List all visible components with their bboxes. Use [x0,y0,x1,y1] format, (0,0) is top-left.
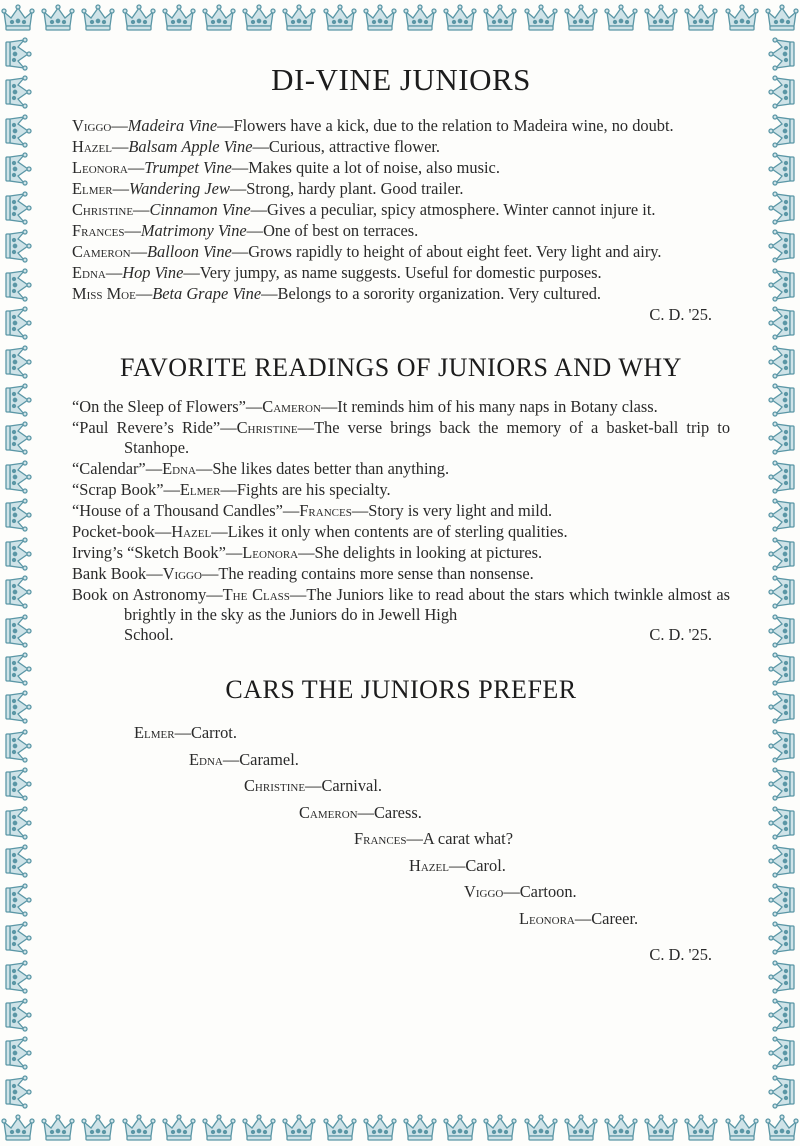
crown-icon [281,1110,317,1146]
signature: C. D. '25. [649,305,712,324]
car-name: —Caramel. [222,749,299,769]
crown-icon [201,0,237,36]
crown-icon [0,536,36,572]
list-item: Viggo—Madeira Vine—Flowers have a kick, due to the relation to Madeira wine, no doubt. [72,116,674,135]
crown-icon [0,0,36,36]
junior-name: Frances [72,221,125,240]
crown-icon [764,766,800,802]
list-item [354,829,513,849]
list-item [519,909,638,929]
crown-icon [0,267,36,303]
crown-icon [764,420,800,456]
crown-icon [0,997,36,1033]
crown-icon [402,0,438,36]
crown-icon [0,805,36,841]
crown-icon [0,1074,36,1110]
top-border [0,0,800,36]
crown-icon [563,1110,599,1146]
crown-icon [764,36,800,72]
crown-icon [0,459,36,495]
description: —One of best on terraces. [246,221,419,240]
junior-name: Viggo [464,882,504,901]
crown-icon [523,0,559,36]
crown-icon [121,1110,157,1146]
reason: —The reading contains more sense than nonsense. [201,564,534,583]
reading-title: “Scrap Book”— [72,480,180,499]
junior-name: Cameron [299,802,358,822]
junior-name: Elmer [179,480,221,499]
crown-icon [724,0,760,36]
crown-icon [0,1110,36,1146]
junior-name: Christine [236,418,298,437]
crown-icon [643,1110,679,1146]
readings-list [72,397,730,584]
list-item [409,856,506,876]
list-item: Frances—Matrimony Vine—One of best on terraces. [72,221,419,240]
last-line: School. C. D. '25. [124,625,712,644]
crown-icon [281,0,317,36]
crown-icon [764,305,800,341]
list-item [72,564,730,584]
crown-icon [0,959,36,995]
junior-name: Cameron [262,397,321,416]
crown-icon [0,228,36,264]
reading-title: “Paul Revere’s Ride”— [72,418,237,437]
car-name: —Career. [574,908,639,928]
cars-list [72,723,730,964]
crown-icon [322,1110,358,1146]
vine-name: Balsam Apple Vine [128,137,253,156]
reason: —She likes dates better than anything. [195,459,450,478]
crown-icon [0,74,36,110]
crown-icon [0,420,36,456]
reading-title: Irving’s “Sketch Book”— [72,543,243,562]
junior-name: Christine [244,776,306,795]
crown-icon [683,1110,719,1146]
crown-icon [362,1110,398,1146]
crown-icon [0,1035,36,1071]
crown-icon [402,1110,438,1146]
list-item: Hazel—Balsam Apple Vine—Curious, attractive flower. [72,137,441,156]
crown-icon [683,0,719,36]
vine-name: Madeira Vine [127,116,218,135]
crown-icon [161,1110,197,1146]
vine-name: Hop Vine [122,263,184,282]
crown-icon [0,920,36,956]
reason: —She delights in looking at pictures. [298,543,543,562]
crown-icon [764,613,800,649]
crown-icon [482,0,518,36]
crown-icon [322,0,358,36]
description: —Grows rapidly to height of about eight feet. Very light and airy. [231,242,662,261]
junior-name: Edna [162,459,196,478]
junior-name: Viggo [162,564,202,583]
vine-name: Beta Grape Vine [152,284,262,303]
crown-icon [80,0,116,36]
car-name: —Cartoon. [503,882,577,901]
crown-icon [442,0,478,36]
reading-title: Pocket-book— [72,522,172,541]
junior-name: Edna [72,263,106,282]
page-content [72,58,731,964]
crown-icon [442,1110,478,1146]
crown-icon [80,1110,116,1146]
list-item [72,543,730,563]
crown-icon [0,689,36,725]
crown-icon [764,228,800,264]
list-item [72,480,730,500]
list-item: Cameron—Balloon Vine—Grows rapidly to height of about eight feet. Very light and airy. [72,242,662,261]
crown-icon [0,497,36,533]
junior-name: Frances [354,829,407,848]
di-vine-list [72,116,730,304]
crown-icon [764,74,800,110]
reason: —Likes it only when contents are of sterling qualities. [211,522,568,541]
crown-icon [0,651,36,687]
crown-icon [764,267,800,303]
crown-icon [201,1110,237,1146]
crown-icon [764,805,800,841]
reading-title: “On the Sleep of Flowers”— [72,397,263,416]
crown-icon [764,344,800,380]
crown-icon [40,1110,76,1146]
car-name: —A carat what? [406,829,514,848]
right-border [764,36,800,1110]
list-item: Edna—Hop Vine—Very jumpy, as name suggests. Useful for domestic purposes. [72,263,602,282]
crown-icon [0,344,36,380]
vine-name: Matrimony Vine [140,221,247,240]
reason: —Fights are his specialty. [220,480,391,499]
crown-icon [40,0,76,36]
vine-name: Trumpet Vine [144,158,232,177]
car-name: —Carol. [448,855,506,875]
list-item: Book on Astronomy—The Class—The Juniors like to read about the stars which twinkle almost as brightly in the sky as the Juniors do in Jewell High [72,585,730,624]
crown-icon [764,0,800,36]
crown-icon [764,689,800,725]
list-item [299,803,422,823]
crown-icon [0,382,36,418]
list-item [72,522,730,542]
crown-icon [0,613,36,649]
car-name: —Carrot. [174,723,237,742]
junior-name: Edna [189,749,223,769]
crown-icon [764,997,800,1033]
description: —Strong, hardy plant. Good trailer. [229,179,464,198]
section-title-di-vine-juniors: DI-VINE JUNIORS [271,62,531,97]
reason: —The verse brings back the memory of a basket-ball trip to Stanhope. [124,418,731,457]
junior-name: Viggo [72,116,112,135]
crown-icon [764,574,800,610]
junior-name: Miss Moe [72,284,136,303]
list-item [72,418,730,458]
crown-icon [764,651,800,687]
vine-name: Cinnamon Vine [149,200,251,219]
crown-icon [0,574,36,610]
junior-name: Hazel [409,855,449,875]
list-item [72,397,730,417]
list-item [244,776,382,796]
crown-icon [0,728,36,764]
crown-icon [764,1035,800,1071]
crown-icon [603,1110,639,1146]
section-title-cars: CARS THE JUNIORS PREFER [225,675,577,704]
crown-icon [0,36,36,72]
crown-icon [0,843,36,879]
list-item: Elmer—Wandering Jew—Strong, hardy plant. Good trailer. [72,179,464,198]
crown-icon [482,1110,518,1146]
crown-icon [764,497,800,533]
crown-icon [764,113,800,149]
car-name: —Carnival. [305,776,382,795]
crown-icon [764,536,800,572]
description: —Belongs to a sorority organization. Very cultured. [261,284,602,303]
vine-name: Balloon Vine [147,242,232,261]
crown-icon [764,959,800,995]
junior-name: Hazel [72,137,112,156]
crown-icon [764,459,800,495]
section-title-favorite-readings: FAVORITE READINGS OF JUNIORS AND WHY [120,353,682,382]
crown-icon [724,1110,760,1146]
junior-name: Hazel [171,522,212,541]
reason: —It reminds him of his many naps in Botany class. [320,397,658,416]
left-border [0,36,36,1110]
list-item [134,723,237,743]
description: —Makes quite a lot of noise, also music. [231,158,500,177]
crown-icon [764,920,800,956]
signature: C. D. '25. [649,625,712,644]
junior-name: Elmer [72,179,113,198]
crown-icon [603,0,639,36]
list-item [72,459,730,479]
crown-icon [0,305,36,341]
reading-title: “House of a Thousand Candles”— [72,501,300,520]
signature: C. D. '25. [649,945,712,964]
junior-name: Leonora [72,158,128,177]
crown-icon [121,0,157,36]
crown-icon [764,1074,800,1110]
car-name: —Caress. [357,802,422,822]
description: —Flowers have a kick, due to the relation to Madeira wine, no doubt. [217,116,674,135]
reason: —Story is very light and mild. [351,501,553,520]
junior-name: Frances [299,501,352,520]
crown-icon [764,882,800,918]
crown-icon [764,151,800,187]
crown-icon [0,882,36,918]
crown-icon [764,1110,800,1146]
crown-icon [0,190,36,226]
crown-icon [362,0,398,36]
crown-icon [241,0,277,36]
junior-name: Elmer [134,723,175,742]
description: —Very jumpy, as name suggests. Useful for domestic purposes. [183,263,602,282]
junior-name: Cameron [72,242,131,261]
vine-name: Wandering Jew [128,179,230,198]
list-item: Christine—Cinnamon Vine—Gives a peculiar, spicy atmosphere. Winter cannot injure it. [72,200,656,219]
crown-icon [523,1110,559,1146]
list-item [189,750,299,770]
crown-icon [0,113,36,149]
crown-icon [764,728,800,764]
crown-icon [764,382,800,418]
crown-icon [0,151,36,187]
list-item: Leonora—Trumpet Vine—Makes quite a lot of noise, also music. [72,158,500,177]
crown-icon [0,766,36,802]
crown-icon [764,190,800,226]
reading-title: Bank Book— [72,564,163,583]
list-item [464,882,577,902]
crown-icon [764,843,800,879]
description: —Gives a peculiar, spicy atmosphere. Winter cannot injure it. [250,200,656,219]
description: —Curious, attractive flower. [252,137,441,156]
list-item [72,501,730,521]
reading-title: “Calendar”— [72,459,163,478]
bottom-border [0,1110,800,1146]
crown-icon [563,0,599,36]
list-item: Miss Moe—Beta Grape Vine—Belongs to a sorority organization. Very cultured. [72,284,602,303]
junior-name: Leonora [519,908,575,928]
junior-name: Christine [72,200,134,219]
crown-icon [241,1110,277,1146]
crown-icon [643,0,679,36]
crown-icon [161,0,197,36]
junior-name: Leonora [242,543,299,562]
